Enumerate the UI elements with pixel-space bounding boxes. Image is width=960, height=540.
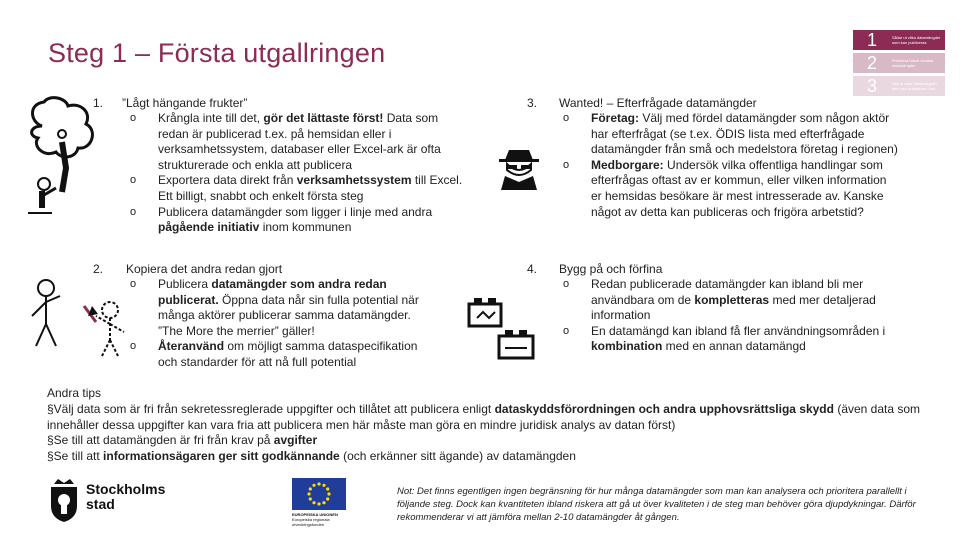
eu-logo-line1: EUROPEISKA UNIONEN: [292, 512, 338, 517]
tip-item: §Se till att informationsägaren ger sitt godkännande (och erkänner sitt ägande) av datamängden: [47, 449, 576, 464]
section-4: [527, 262, 907, 372]
section-3: [527, 96, 907, 256]
step-indicator: [853, 30, 945, 99]
tree-person-icon: [22, 96, 110, 218]
section-3-title: Wanted! – Efterfrågade datamängder: [559, 96, 757, 110]
stockholm-logo-line2: stad: [86, 496, 115, 512]
section-2: [93, 262, 473, 372]
tips-section: [47, 386, 927, 465]
list-item: o Redan publicerade datamängder kan ibland bli mer användbara om de kompletteras med mer detaljerad information: [559, 277, 899, 324]
eu-logo[interactable]: [292, 478, 348, 536]
lego-bricks-icon: [465, 294, 537, 362]
stockholm-logo-line1: Stockholms: [86, 481, 166, 497]
list-item: o Krångla inte till det, gör det lättaste först! Data som redan är publicerad t.ex. på hemsidan eller i verksamhetssystem, databaser eller Excel-ark är ofta strukturerade och enkla att publicera: [126, 111, 466, 173]
tip-item: §Välj data som är fri från sekretessreglerade uppgifter och tillåtet att publicera enligt dataskyddsförordningen och andra upphovsrättsliga skydd (även data som innehåller dessa uppgifter kan vara fria att publicera men här måste man göra en mindre juridisk analys av datan först): [47, 401, 921, 432]
eu-logo-line2: Europeiska regionala utvecklingsfonden: [292, 517, 330, 527]
section-3-number: 3.: [527, 96, 538, 110]
step-2[interactable]: [853, 53, 945, 73]
step-3-text: Välj ut vilka datamängder som ska publiceras först: [892, 81, 937, 91]
section-1-title: ”Lågt hängande frukter”: [122, 96, 248, 110]
stockholm-logo[interactable]: [48, 478, 168, 522]
list-item: o Företag: Välj med fördel datamängder som någon aktör har efterfrågat (se t.ex. ÖDIS lista med efterfrågade datamängder från små och medelstora företag i regionen): [559, 111, 899, 158]
section-2-title: Kopiera det andra redan gjort: [126, 262, 283, 276]
section-4-number: 4.: [527, 262, 538, 276]
section-1-list: [126, 111, 466, 236]
section-1-number: 1.: [93, 96, 104, 110]
section-2-number: 2.: [93, 262, 104, 276]
footnote: Not: Det finns egentligen ingen begränsning för hur många datamängder som man kan analysera och prioritera parallellt i följande steg. Dock kan kvantiteten ibland riskera att gå ut över kvaliteten i de steg man behöver göra djupdykningar. Därför rekommenderar vi att jämföra mellan 2-10 datamängder åt gången.: [397, 486, 916, 523]
list-item: o Återanvänd om möjligt samma dataspecifikation och standarder för att nå full potential: [126, 339, 436, 370]
step-3-number: 3: [867, 76, 878, 96]
tips-heading: Andra tips: [47, 386, 102, 400]
step-2-number: 2: [867, 53, 878, 73]
eu-flag-icon: [292, 478, 346, 510]
step-3[interactable]: [853, 76, 945, 96]
list-item: o Exportera data direkt från verksamhetssystem till Excel. Ett billigt, snabbt och enkelt första steg: [126, 173, 466, 204]
section-2-list: [126, 277, 436, 371]
list-item: o En datamängd kan ibland få fler användningsområden i kombination med en annan datamängd: [559, 324, 899, 355]
section-4-title: Bygg på och förfina: [559, 262, 663, 276]
step-2-text: Prioritera bland utvalda datamängder: [892, 58, 934, 68]
page-title: Steg 1 – Första utgallringen: [48, 38, 386, 68]
step-1-text: Sållar ut vilka datamängder som kan publiceras: [892, 35, 941, 45]
tip-item: §Se till att datamängden är fri från krav på avgifter: [47, 433, 318, 448]
step-1[interactable]: [853, 30, 945, 50]
clone-people-icon: [22, 276, 132, 358]
section-4-list: [559, 277, 899, 355]
spy-icon: [495, 146, 543, 190]
list-item: o Publicera datamängder som andra redan publicerat. Öppna data når sin fulla potential när många aktörer publicerar samma datamängder. ”The More the merrier” gäller!: [126, 277, 436, 339]
list-item: o Medborgare: Undersök vilka offentliga handlingar som efterfrågas oftast av er kommun, eller vilken information er hemsidas besökare är mest intresserade av. Kanske något av detta kan publiceras och frigöra arbetstid?: [559, 158, 899, 220]
step-1-number: 1: [867, 30, 878, 50]
section-1: [93, 96, 473, 246]
stockholm-crest-icon: [48, 478, 80, 522]
section-3-list: [559, 111, 899, 220]
list-item: o Publicera datamängder som ligger i linje med andra pågående initiativ inom kommunen: [126, 205, 466, 236]
